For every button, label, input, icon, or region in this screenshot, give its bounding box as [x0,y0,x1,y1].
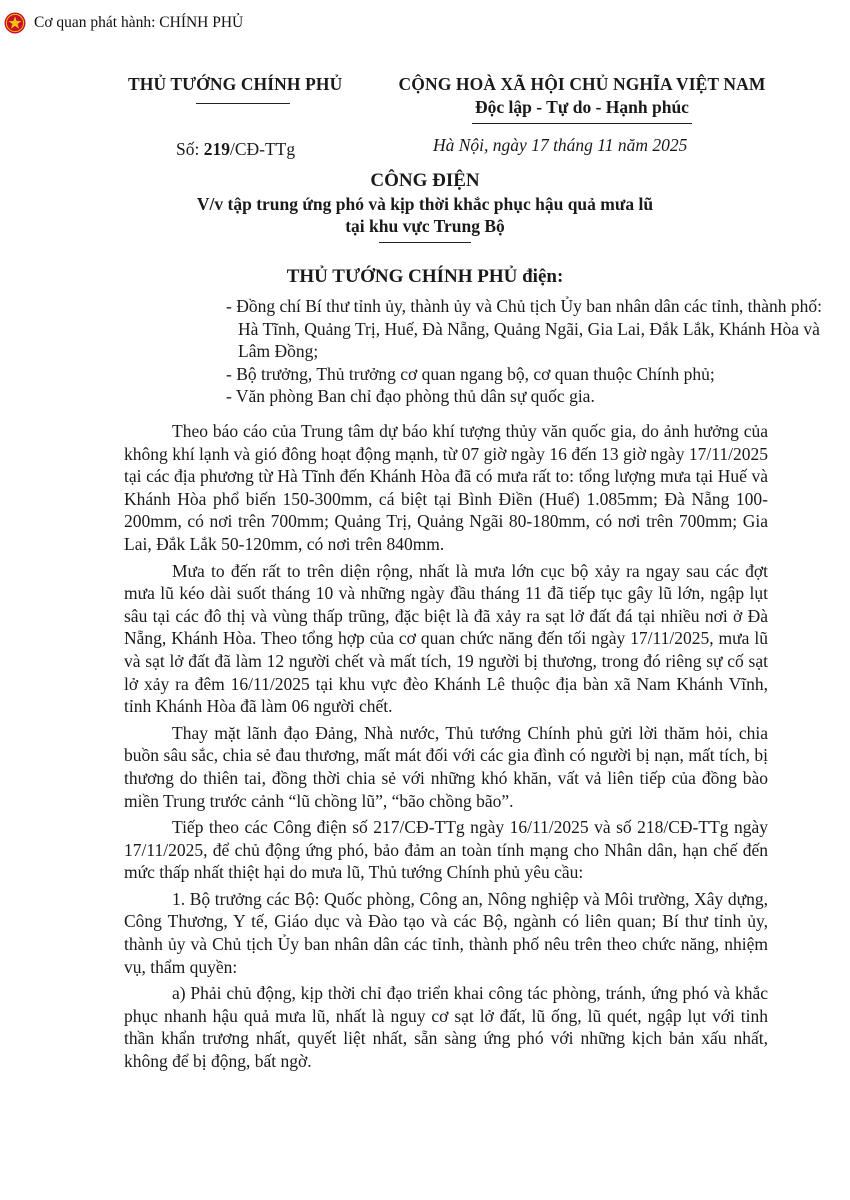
issuer-label: Cơ quan phát hành: CHÍNH PHỦ [34,14,244,31]
subject-line-2: tại khu vực Trung Bộ [345,216,505,236]
authority-block [128,74,358,104]
body-paragraph: Theo báo cáo của Trung tâm dự báo khí tượng thủy văn quốc gia, do ảnh hưởng của không khí lạnh và gió đông hoạt động mạnh, từ 07 giờ ngày 16 đến 13 giờ ngày 17/11/2025 tại các địa phương từ Hà Tĩnh đến Khánh Hòa đã có mưa rất to: tổng lượng mưa tại Huế và Khánh Hòa phổ biến 150-300mm, cá biệt tại Bình Điền (Huế) 1.085mm; Đà Nẵng 100-200mm, có nơi trên 700mm; Quảng Trị, Quảng Ngãi 80-180mm, có nơi trên 700mm; Gia Lai, Đắk Lắk 50-120mm, có nơi trên 840mm. [124,421,768,554]
motto-divider [472,123,692,124]
country-block [382,74,782,124]
place-date: Hà Nội, ngày 17 tháng 11 năm 2025 [433,135,688,155]
document-body [124,420,768,1077]
recipient-item: - Văn phòng Ban chỉ đạo phòng thủ dân sự quốc gia. [226,386,595,406]
recipient-item: - Bộ trưởng, Thủ trưởng cơ quan ngang bộ, cơ quan thuộc Chính phủ; [226,363,715,384]
issuer-bar [4,10,243,36]
recipient-item: - Đồng chí Bí thư tỉnh ủy, thành ủy và Chủ tịch Ủy ban nhân dân các tỉnh, thành phố: Hà Tĩnh, Quảng Trị, Huế, Đà Nẵng, Quảng Ngãi, Gia Lai, Đắk Lắk, Khánh Hòa và Lâm Đồng; [226,296,822,361]
body-paragraph: a) Phải chủ động, kịp thời chỉ đạo triển khai công tác phòng, tránh, ứng phó và khắc phục nhanh hậu quả mưa lũ, nhất là nguy cơ sạt lở đất, lũ ống, lũ quét, ngập lụt với tinh thần khẩn trương nhất, quyết liệt nhất, sẵn sàng ứng phó với những kịch bản xấu nhất, không để bị động, bất ngờ. [124,983,768,1072]
subject-divider [379,242,471,243]
body-paragraph: Mưa to đến rất to trên diện rộng, nhất là mưa lớn cục bộ xảy ra ngay sau các đợt mưa lũ kéo dài suốt tháng 10 và những ngày đầu tháng 11 đã tiếp tục gây lũ lớn, ngập lụt sâu tại các đô thị và vùng thấp trũng, đặc biệt là đã xảy ra sạt lở đất đá tại nhiều nơi ở Đà Nẵng, Khánh Hòa. Theo tổng hợp của cơ quan chức năng đến tối ngày 17/11/2025, mưa lũ và sạt lở đất đã làm 12 người chết và mất tích, 19 người bị thương, trong đó riêng sự cố sạt lở xảy ra đêm 16/11/2025 tại khu vực đèo Khánh Lê thuộc địa bàn xã Nam Khánh Vĩnh, tỉnh Khánh Hòa đã làm 06 người chết. [124,560,768,717]
recipient-list [226,295,826,408]
document-type: CÔNG ĐIỆN [370,170,480,191]
subject-line-1: V/v tập trung ứng phó và kịp thời khắc phục hậu quả mưa lũ [196,194,654,214]
document-number-value: 219 [203,139,230,159]
authority-divider [196,103,290,104]
document-subject [0,193,850,243]
body-paragraph: Thay mặt lãnh đạo Đảng, Nhà nước, Thủ tướng Chính phủ gửi lời thăm hỏi, chia buồn sâu sắc, chia sẻ đau thương, mất mát đối với các gia đình có người bị nạn, mất tích, bị thương do thiên tai, đồng thời chia sẻ với những khó khăn, vất vả liên tiếp của đồng bào miền Trung trước cảnh “lũ chồng lũ”, “bão chồng bão”. [124,722,768,811]
country-name: CỘNG HOÀ XÃ HỘI CHỦ NGHĨA VIỆT NAM [398,74,766,94]
sender-line: THỦ TƯỚNG CHÍNH PHỦ điện: [286,266,564,287]
national-emblem-icon [4,12,26,34]
document-number: Số: 219/CĐ-TTg [176,139,296,159]
authority-name: THỦ TƯỚNG CHÍNH PHỦ [128,74,343,94]
body-paragraph: Tiếp theo các Công điện số 217/CĐ-TTg ngày 16/11/2025 và số 218/CĐ-TTg ngày 17/11/2025, để chủ động ứng phó, bảo đảm an toàn tính mạng cho Nhân dân, hạn chế đến mức thấp nhất thiệt hại do mưa lũ, Thủ tướng Chính phủ yêu cầu: [124,817,768,883]
body-paragraph: 1. Bộ trưởng các Bộ: Quốc phòng, Công an, Nông nghiệp và Môi trường, Xây dựng, Công Thương, Y tế, Giáo dục và Đào tạo và các Bộ, ngành có liên quan; Bí thư tỉnh ủy, thành ủy và Chủ tịch Ủy ban nhân dân các tỉnh, thành phố nêu trên theo chức năng, nhiệm vụ, thẩm quyền: [124,888,768,977]
national-motto: Độc lập - Tự do - Hạnh phúc [475,97,689,117]
